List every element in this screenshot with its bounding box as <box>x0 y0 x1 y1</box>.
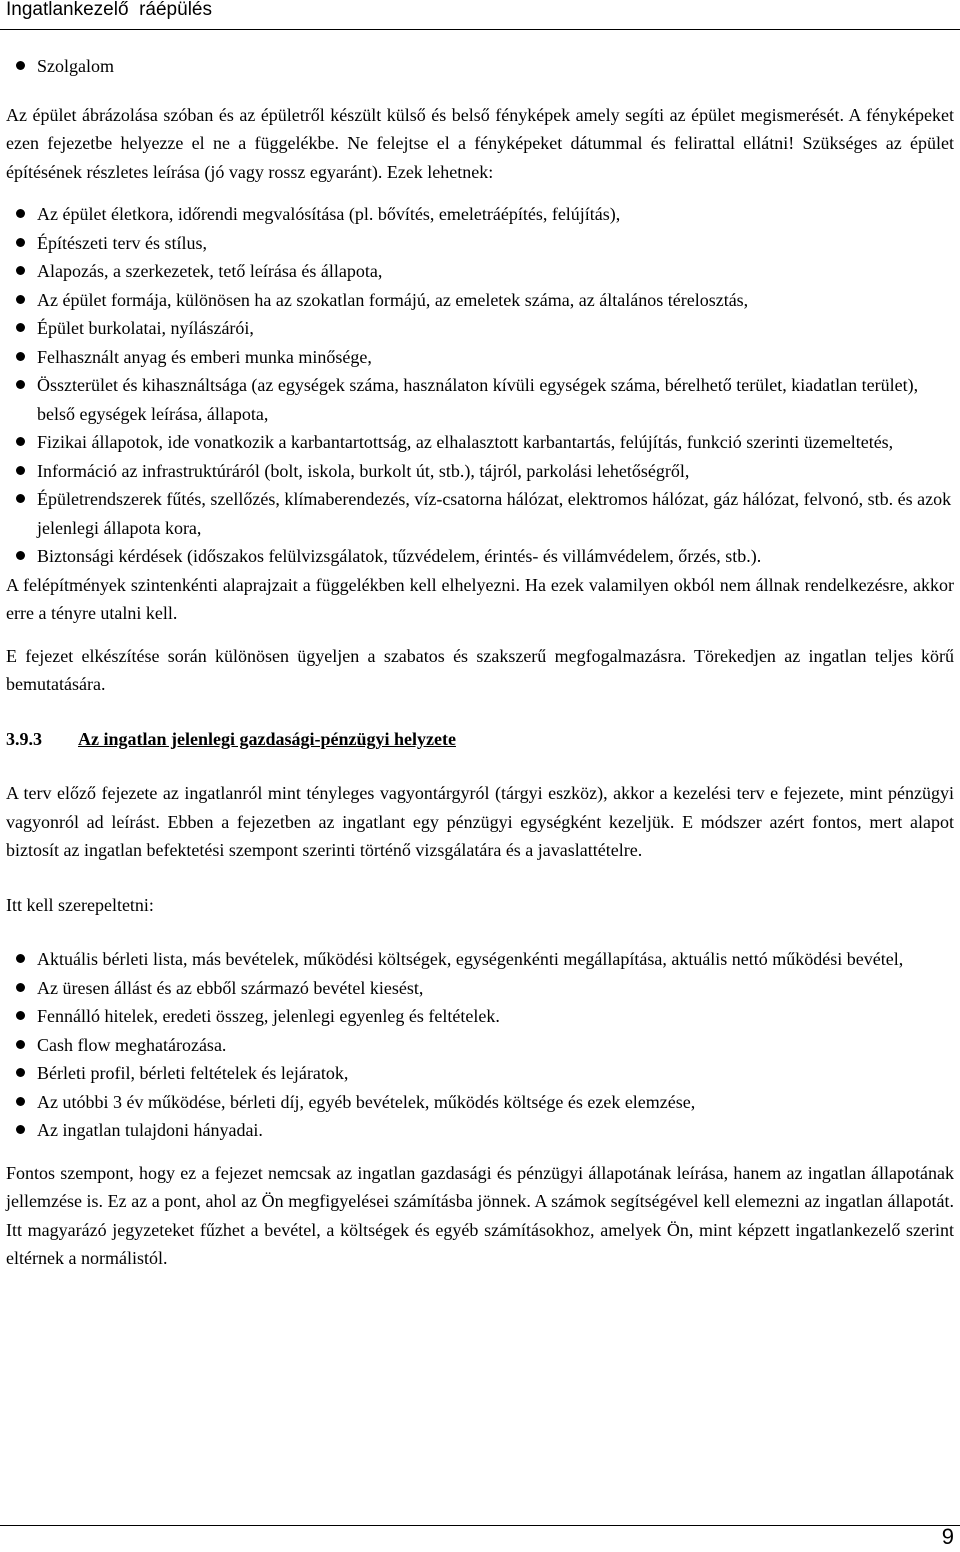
section-number: 3.9.3 <box>6 728 42 749</box>
bullet-icon <box>16 352 25 361</box>
list-item: Felhasznált anyag és emberi munka minősége, <box>6 343 954 372</box>
bullet-icon <box>16 209 25 218</box>
bullet-icon <box>16 380 25 389</box>
paragraph-important: Fontos szempont, hogy ez a fejezet nemcsak az ingatlan gazdasági és pénzügyi állapotának leírása, hanem az ingatlan állapotának jellemzése is. Ez az a pont, ahol az Ön megfigyelései számításba jönnek. A számok segítségével kell elemezni az ingatlan állapotát. Itt magyarázó jegyzeteket fűzhet a bevétel, a költségek és egyéb számításokhoz, amelyek Ön, mint képzett ingatlankezelő szerint eltérnek a normálistól. <box>6 1162 954 1268</box>
list-item: Cash flow meghatározása. <box>6 1031 954 1060</box>
bullet-icon <box>16 323 25 332</box>
list-item: Fizikai állapotok, ide vonatkozik a karbantartottság, az elhalasztott karbantartás, felújítás, funkció szerinti üzemeltetés, <box>6 428 954 457</box>
bullet-icon <box>16 1040 25 1049</box>
page-content <box>6 52 954 1273</box>
page-header-title: Ingatlankezelő ráépülés <box>6 0 212 20</box>
list-item: Információ az infrastruktúráról (bolt, iskola, burkolt út, stb.), tájról, parkolási lehetőségről, <box>6 457 954 486</box>
list-item: Biztonsági kérdések (időszakos felülvizsgálatok, tűzvédelem, érintés- és villámvédelem, őrzés, stb.). <box>6 542 954 571</box>
list-item: Az üresen állást és az ebből származó bevétel kiesést, <box>6 974 954 1003</box>
bullet-icon <box>16 1011 25 1020</box>
bullet-icon <box>16 466 25 475</box>
list-financial <box>6 945 954 1145</box>
bullet-icon <box>16 983 25 992</box>
list-building <box>6 200 954 571</box>
bullet-icon <box>16 1125 25 1134</box>
bullet-icon <box>16 954 25 963</box>
bullet-icon <box>16 1097 25 1106</box>
bullet-icon <box>16 238 25 247</box>
list-item: Az épület életkora, időrendi megvalósítása (pl. bővítés, emeletráépítés, felújítás), <box>6 200 954 229</box>
section-heading <box>6 725 954 754</box>
paragraph-photos: Az épület ábrázolása szóban és az épületről készült külső és belső fényképek amely segíti az épület megismerését. A fényképeket ezen fejezetbe helyezze el ne a függelékbe. Ne felejtse el a fényképeket dátummal és felirattal ellátni! Szükséges az épület építésének részletes leírása (jó vagy rossz egyaránt). Ezek lehetnek: <box>6 104 954 182</box>
list-item: Az ingatlan tulajdoni hányadai. <box>6 1116 954 1145</box>
list-top <box>6 52 954 81</box>
bullet-icon <box>16 437 25 446</box>
list-item: Építészeti terv és stílus, <box>6 229 954 258</box>
bullet-icon <box>16 266 25 275</box>
section-title: Az ingatlan jelenlegi gazdasági-pénzügyi helyzete <box>78 728 456 749</box>
list-item: Az épület formája, különösen ha az szokatlan formájú, az emeletek száma, az általános térelosztás, <box>6 286 954 315</box>
list-item: Szolgalom <box>6 52 954 81</box>
bullet-icon <box>16 494 25 503</box>
list-item: Aktuális bérleti lista, más bevételek, működési költségek, egységenkénti megállapítása, aktuális nettó működési bevétel, <box>6 945 954 974</box>
bullet-icon <box>16 551 25 560</box>
page-number: 9 <box>941 1524 954 1549</box>
list-item: Bérleti profil, bérleti feltételek és lejáratok, <box>6 1059 954 1088</box>
bullet-icon <box>16 1068 25 1077</box>
paragraph-careful: E fejezet elkészítése során különösen ügyeljen a szabatos és szakszerű megfogalmazásra. Törekedjen az ingatlan teljes körű bemutatására. <box>6 645 954 694</box>
list-item: Az utóbbi 3 év működése, bérleti díj, egyéb bevételek, működés költsége és ezek elemzése, <box>6 1088 954 1117</box>
list-item: Épület burkolatai, nyílászárói, <box>6 314 954 343</box>
paragraph-floorplans: A felépítmények szintenkénti alaprajzait a függelékben kell elhelyezni. Ha ezek valamilyen okból nem állnak rendelkezésre, akkor erre a tényre utalni kell. <box>6 574 954 623</box>
footer-divider <box>0 1525 960 1526</box>
paragraph-include: Itt kell szerepeltetni: <box>6 894 154 915</box>
list-item: Alapozás, a szerkezetek, tető leírása és állapota, <box>6 257 954 286</box>
bullet-icon <box>16 295 25 304</box>
header-divider <box>0 29 960 30</box>
bullet-icon <box>16 61 25 70</box>
list-item: Összterület és kihasználtsága (az egységek száma, használaton kívüli egységek száma, bérelhető terület, kiadatlan terület), belső egységek leírása, állapota, <box>6 371 954 428</box>
list-item: Épületrendszerek fűtés, szellőzés, klímaberendezés, víz-csatorna hálózat, elektromos hálózat, gáz hálózat, felvonó, stb. és azok jelenlegi állapota kora, <box>6 485 954 542</box>
list-item: Fennálló hitelek, eredeti összeg, jelenlegi egyenleg és feltételek. <box>6 1002 954 1031</box>
paragraph-financial: A terv előző fejezete az ingatlanról mint tényleges vagyontárgyról (tárgyi eszköz), akkor a kezelési terv e fejezete, mint pénzügyi vagyonról ad leírást. Ebben a fejezetben az ingatlant egy pénzügyi egységként kezeljük. E módszer azért fontos, mert alapot biztosít az ingatlan befektetési szempont szerinti történő vizsgálatára és a javaslattételre. <box>6 783 954 860</box>
